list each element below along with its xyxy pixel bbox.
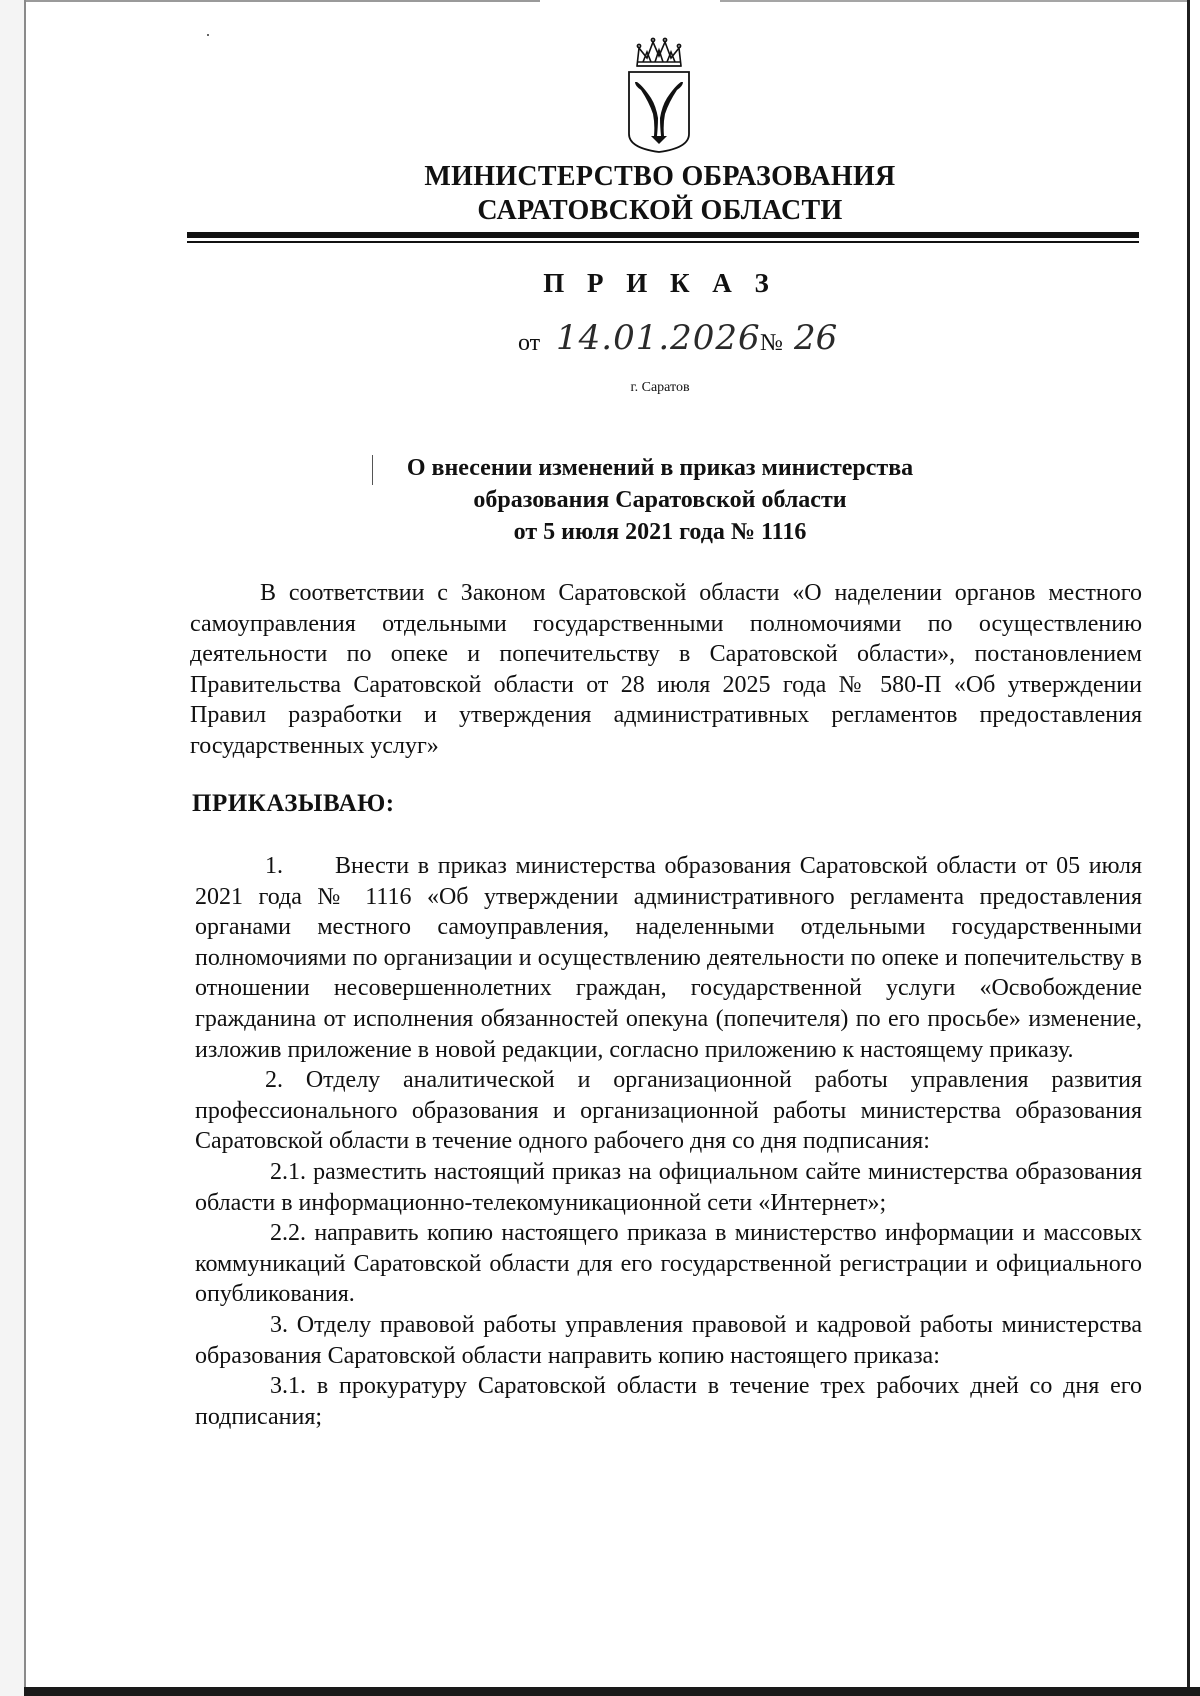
header-rule-thin — [187, 241, 1139, 243]
command-heading: ПРИКАЗЫВАЮ: — [192, 790, 395, 817]
order-title: П Р И К А З — [543, 268, 777, 298]
item-1: 1. Внести в приказ министерства образования Саратовской области от 05 июля 2021 года № 1116 «Об утверждении административного регламента предоставления органами местного самоуправления, наделенными отдельными государственными полномочиями по организации и осуществлению деятельности по опеке и попечительству в отношении несовершеннолетних граждан, государственной услуги «Освобождение гражданина от исполнения обязанностей опекуна (попечителя) по его просьбе» изменение, изложив приложение в новой редакции, согласно приложению к настоящему приказу. — [195, 853, 1148, 1063]
preamble-paragraph: В соответствии с Законом Саратовской области «О наделении органов местного самоуправления отдельными государственными полномочиями по осуществлению деятельности по опеке и попечительству в Саратовской области», постановлением Правительства Саратовской области от 28 июля 2025 года № 580-П «Об утверждении Правил разработки и утверждения административных регламентов предоставления государственных услуг» — [190, 580, 1142, 759]
ministry-name — [300, 160, 1020, 228]
item-2-1: 2.1. разместить настоящий приказ на официальном сайте министерства образования области в информационно-телекомуникационной сети «Интернет»; — [195, 1158, 1142, 1216]
scan-edge-bottom — [24, 1687, 1200, 1696]
scan-edge-left-line — [24, 0, 26, 1696]
item-3-1: 3.1. в прокуратуру Саратовской области в течение трех рабочих дней со дня его подписания; — [195, 1373, 1142, 1430]
subject-line2: образования Саратовской области — [473, 487, 847, 513]
item-2-2: 2.2. направить копию настоящего приказа в министерство информации и массовых коммуникаций Саратовской области для его государственной регистрации и официального опубликования. — [195, 1220, 1142, 1308]
order-number-label: № — [760, 330, 783, 356]
ministry-name-line1: МИНИСТЕРСТВО ОБРАЗОВАНИЯ — [424, 161, 896, 192]
scan-speck — [207, 34, 209, 36]
order-date-label: от — [518, 330, 541, 356]
saratov-coat-of-arms-icon — [623, 36, 695, 154]
order-date-number — [518, 318, 898, 366]
subject-line1: О внесении изменений в приказ министерства — [406, 455, 914, 481]
order-city: г. Саратов — [630, 380, 690, 395]
order-items — [195, 851, 1148, 1432]
subject-line3: от 5 июля 2021 года № 1116 — [513, 519, 807, 545]
order-number-handwritten: 26 — [794, 318, 838, 358]
ministry-name-line2: САРАТОВСКОЙ ОБЛАСТИ — [477, 195, 843, 226]
preamble-block — [190, 578, 1142, 761]
header-rule-thick — [187, 232, 1139, 238]
scan-edge-left — [0, 0, 26, 1696]
item-3: 3. Отделу правовой работы управления правовой и кадровой работы министерства образования Саратовской области направить копию настоящего приказа: — [195, 1311, 1142, 1369]
order-date-handwritten: 14.01.2026 — [556, 318, 761, 358]
scan-edge-right — [1187, 0, 1200, 1696]
item-2: 2. Отделу аналитической и организационной работы управления развития профессионального образования и организационной работы министерства образования Саратовской области в течение одного рабочего дня со дня подписания: — [195, 1067, 1142, 1155]
scan-edge-top — [0, 0, 1200, 2]
order-subject — [340, 452, 980, 548]
